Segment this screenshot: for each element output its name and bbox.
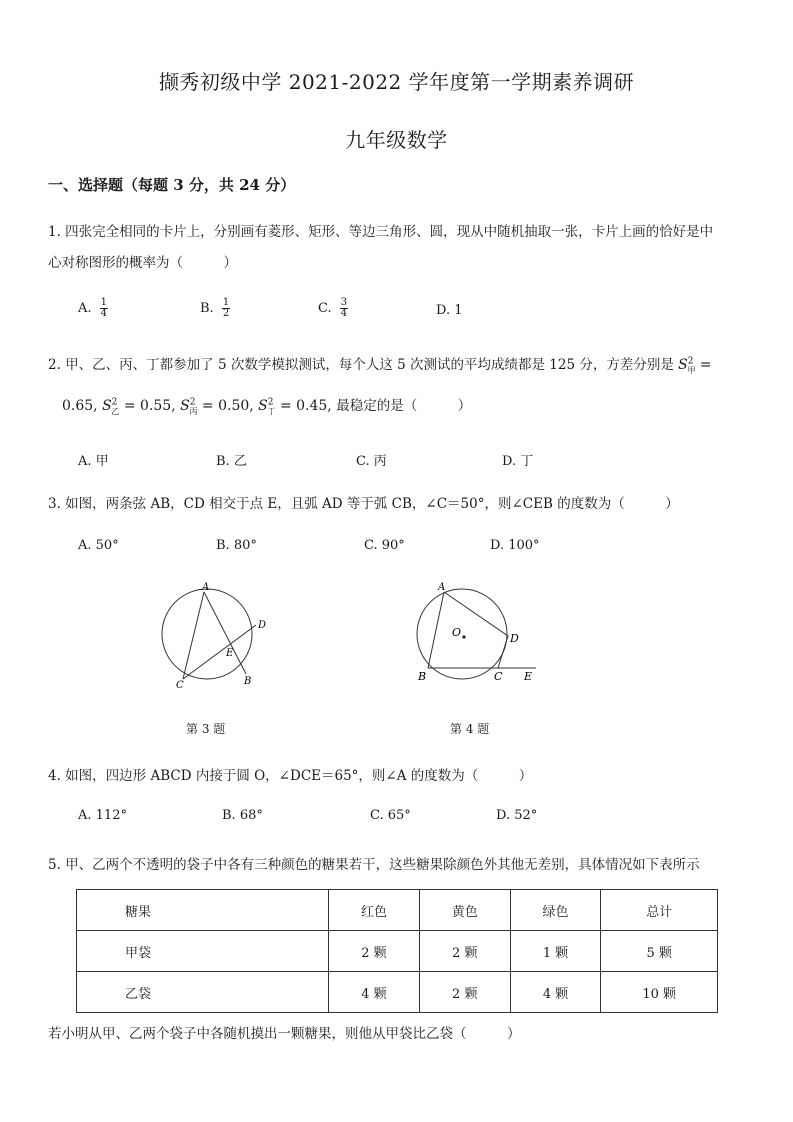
candy-table (76, 889, 718, 1013)
label-a: A (202, 582, 210, 593)
q2-option-a[interactable]: A. 甲 (78, 454, 109, 469)
fraction: $\frac{1}{4}$ (100, 297, 108, 319)
q1-option-a[interactable] (78, 298, 108, 319)
option-value: 1 (454, 303, 463, 318)
figure-3-diagram (150, 578, 280, 698)
q3-option-b[interactable]: B. 80° (216, 538, 257, 553)
label-b: B (244, 676, 252, 687)
table-row (77, 931, 718, 972)
exam-title: 撷秀初级中学 2021-2022 学年度第一学期素养调研 (158, 70, 635, 94)
quadrilateral-abcd (428, 592, 508, 668)
label-d: D (258, 620, 267, 631)
q1-line2: 心对称图形的概率为（ ） (48, 255, 237, 271)
q2-line1: 2. 甲、乙、丙、丁都参加了 5 次数学模拟测试，每个人这 5 次测试的平均成绩都是 125 分，方差分别是 $S^2_甲$ = (48, 356, 712, 375)
q1-option-d[interactable] (436, 303, 463, 318)
table-header-cell: 绿色 (510, 890, 601, 931)
equals-sign: = (699, 357, 712, 373)
q3-option-a[interactable]: A. 50° (78, 538, 119, 553)
table-cell: 2 颗 (419, 972, 510, 1013)
figure-4-caption: 第 4 题 (450, 722, 490, 736)
option-label: C. (318, 301, 332, 316)
table-cell: 2 颗 (329, 931, 420, 972)
q2-option-b[interactable]: B. 乙 (216, 454, 247, 469)
table-header-cell: 总计 (601, 890, 718, 931)
table-row (77, 972, 718, 1013)
q2-line2: 0.65, $S^2_乙 = 0.55$, $S^2_丙 = 0.50$, $S^2_丁 = 0.45$, 最稳定的是（ ） (62, 397, 472, 416)
option-label: A. (78, 301, 92, 316)
q2-option-c[interactable]: C. 丙 (356, 454, 387, 469)
q4-text: 4. 如图，四边形 ABCD 内接于圆 O，∠DCE＝65°，则∠A 的度数为（ ） (48, 768, 533, 784)
option-label: D. (436, 303, 451, 318)
q1-line1: 1. 四张完全相同的卡片上，分别画有菱形、矩形、等边三角形、圆，现从中随机抽取一张，卡片上画的恰好是中 (48, 224, 714, 240)
table-cell: 10 颗 (601, 972, 718, 1013)
label-d: D (510, 632, 519, 645)
label-o: O (452, 626, 462, 639)
table-header-cell: 糖果 (77, 890, 329, 931)
q3-text: 3. 如图，两条弦 AB，CD 相交于点 E，且弧 AD 等于弧 CB，∠C＝50°，则∠CEB 的度数为（ ） (48, 496, 679, 512)
figure-4-diagram (408, 578, 544, 698)
label-c: C (494, 670, 503, 683)
q1-option-b[interactable] (200, 298, 230, 319)
label-a: A (438, 582, 446, 593)
q4-option-a[interactable]: A. 112° (78, 808, 127, 823)
circle (417, 589, 507, 679)
q3-option-c[interactable]: C. 90° (364, 538, 405, 553)
table-cell: 4 颗 (510, 972, 601, 1013)
fraction: $\frac{1}{2}$ (222, 297, 230, 319)
label-c: C (176, 680, 184, 691)
q5-text: 5. 甲、乙两个不透明的袋子中各有三种颜色的糖果若干，这些糖果除颜色外其他无差别，具体情况如下表所示 (48, 857, 700, 873)
q5-followup: 若小明从甲、乙两个袋子中各随机摸出一颗糖果，则他从甲袋比乙袋（ ） (48, 1026, 521, 1042)
label-b: B (418, 670, 427, 683)
section-heading: 一、选择题（每题 3 分，共 24 分） (48, 176, 296, 194)
exam-subtitle: 九年级数学 (345, 128, 448, 152)
table-cell: 4 颗 (329, 972, 420, 1013)
q4-option-d[interactable]: D. 52° (496, 808, 538, 823)
option-label: B. (200, 301, 214, 316)
table-cell: 2 颗 (419, 931, 510, 972)
center-point (462, 635, 465, 638)
figure-3-caption: 第 3 题 (186, 722, 226, 736)
q3-option-d[interactable]: D. 100° (490, 538, 540, 553)
q4-option-b[interactable]: B. 68° (222, 808, 263, 823)
label-e: E (226, 648, 234, 659)
table-header-cell: 红色 (329, 890, 420, 931)
table-cell: 甲袋 (77, 931, 329, 972)
table-cell: 5 颗 (601, 931, 718, 972)
q4-option-c[interactable]: C. 65° (370, 808, 411, 823)
label-e: E (524, 670, 533, 683)
table-cell: 1 颗 (510, 931, 601, 972)
table-header-row (77, 890, 718, 931)
q1-option-c[interactable] (318, 298, 348, 319)
table-cell: 乙袋 (77, 972, 329, 1013)
fraction: $\frac{3}{4}$ (340, 297, 348, 319)
circle (162, 589, 252, 679)
variance-jia: $S^2_甲$ (678, 356, 696, 375)
chord-ab (204, 592, 246, 674)
table-header-cell: 黄色 (419, 890, 510, 931)
q2-option-d[interactable]: D. 丁 (502, 454, 534, 469)
